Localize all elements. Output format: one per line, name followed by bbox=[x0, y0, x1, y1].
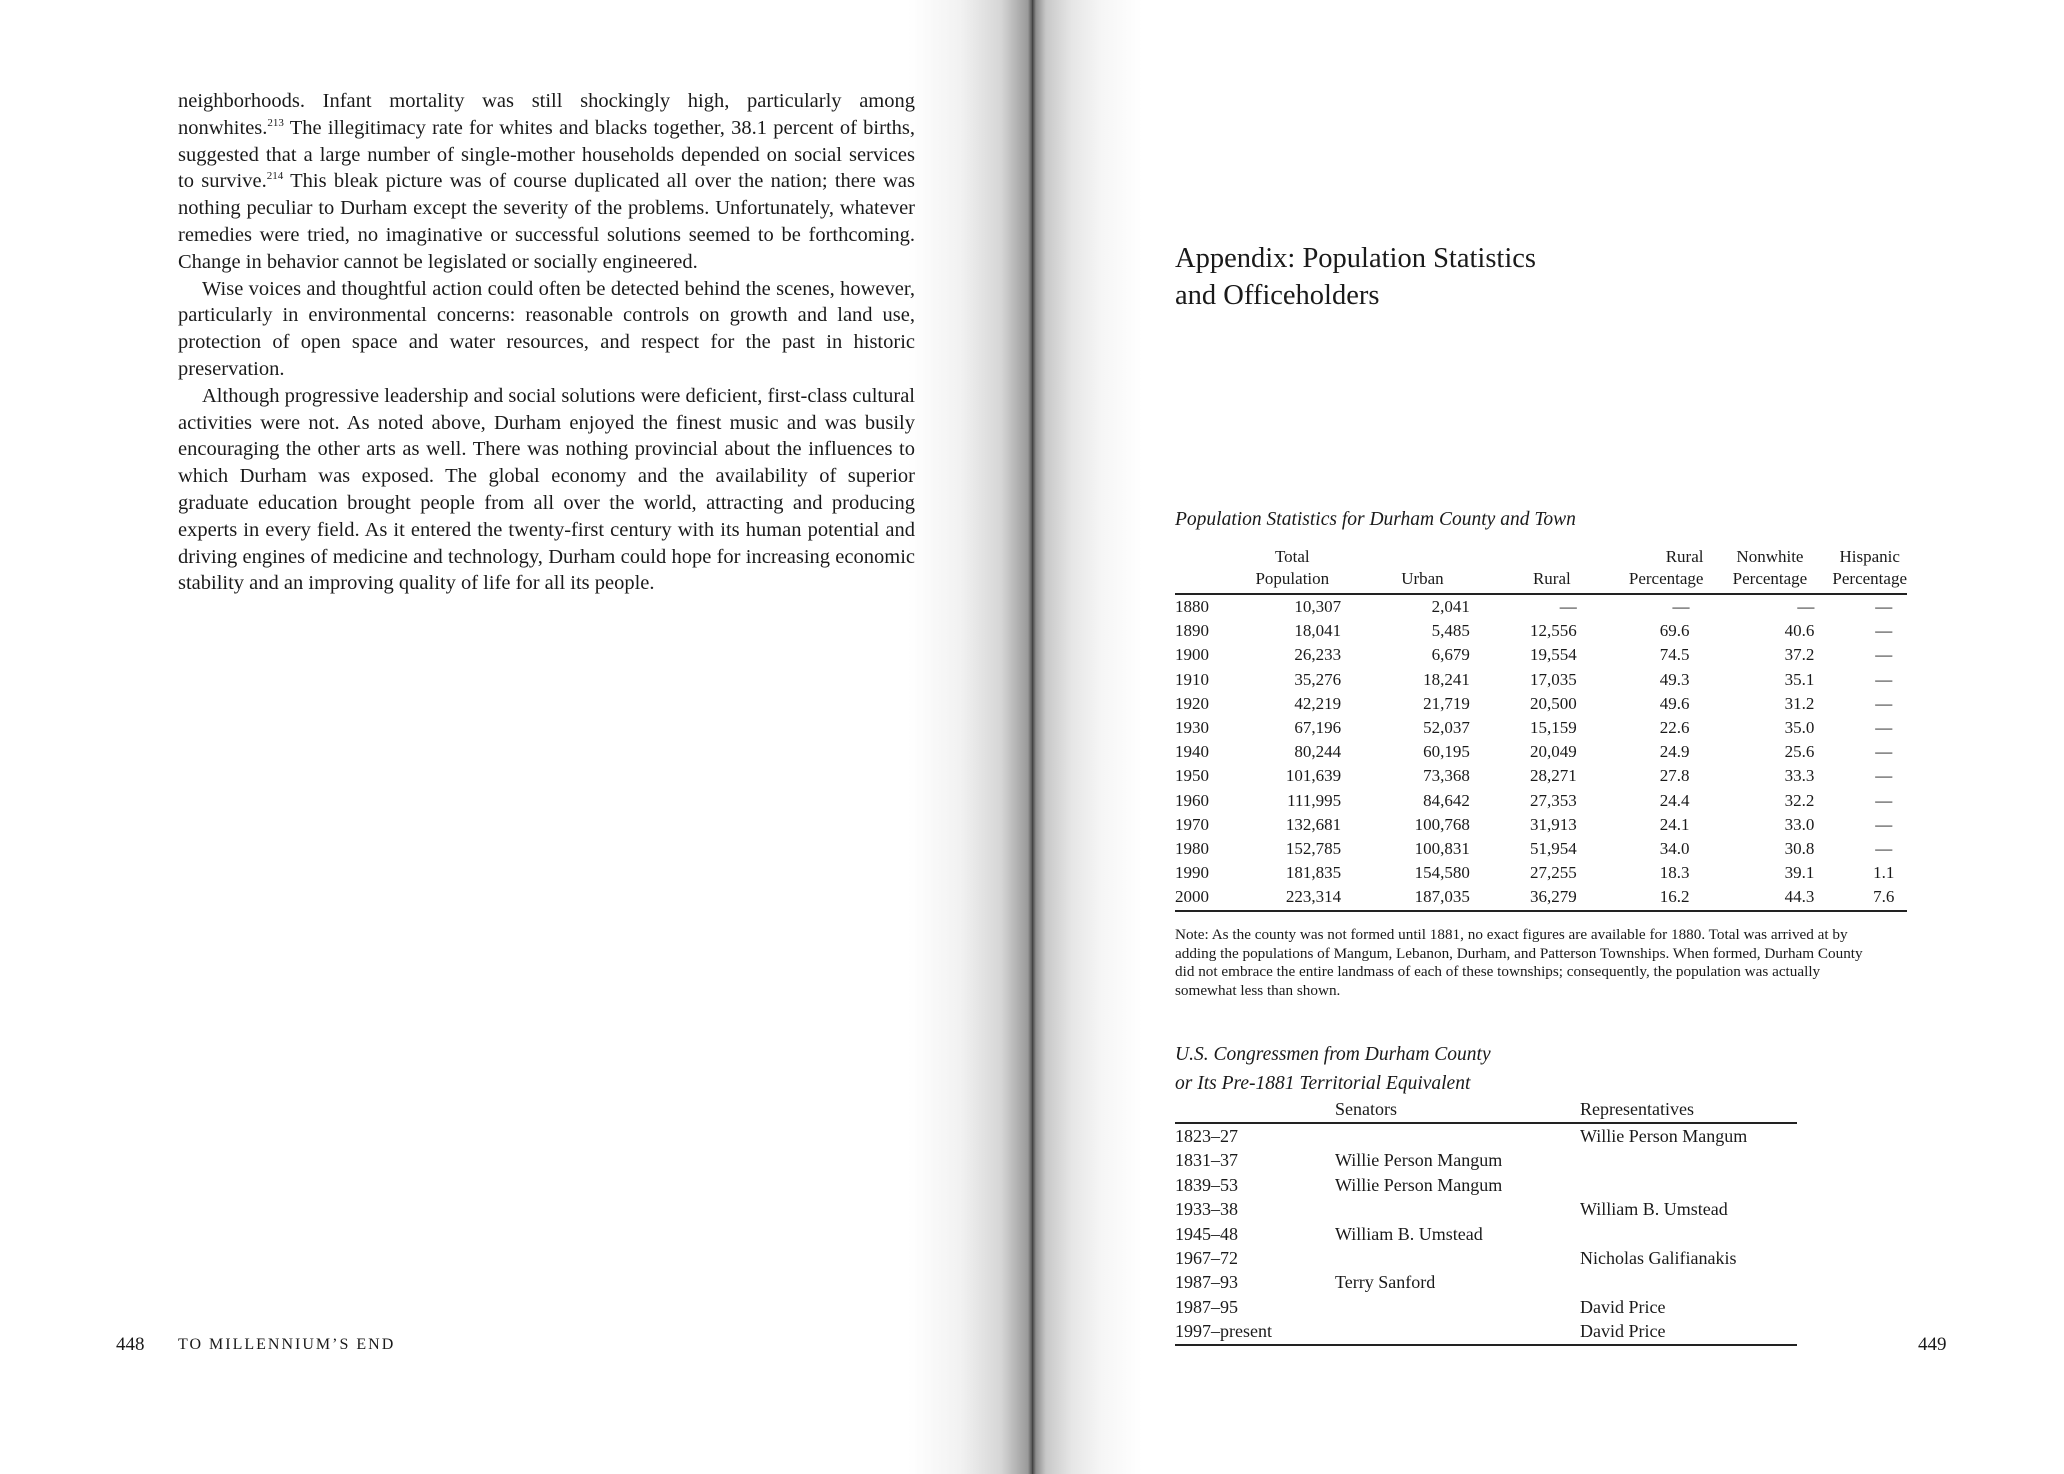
footnote-ref-213[interactable]: 213 bbox=[267, 116, 284, 129]
cell-total-population: 181,835 bbox=[1285, 863, 1342, 883]
header-text: Hispanic bbox=[1839, 547, 1900, 566]
cell-year: 1990 bbox=[1175, 863, 1209, 883]
cell-term: 1987–93 bbox=[1175, 1272, 1238, 1293]
cell-term: 1933–38 bbox=[1175, 1199, 1238, 1220]
cell-senator bbox=[1335, 1295, 1580, 1319]
cell-term: 1945–48 bbox=[1175, 1223, 1238, 1244]
cell-hispanic-percentage: 7.6 bbox=[1832, 885, 1907, 910]
table-row bbox=[1175, 1270, 1797, 1294]
cell-representative bbox=[1580, 1270, 1797, 1294]
paragraph-text: The illegitimacy rate for whites and blacks together, 38.1 percent of births, suggested that a large number of single-mother households depended on social services to survive. bbox=[178, 116, 915, 193]
paragraph-text: neighborhoods. Infant mortality was still shockingly high, particularly among nonwhites. bbox=[178, 90, 915, 139]
cell-total-population: 35,276 bbox=[1294, 669, 1342, 689]
caption-line-2: or Its Pre-1881 Territorial Equivalent bbox=[1175, 1073, 1471, 1094]
congress-table bbox=[1175, 1098, 1797, 1346]
cell-term: 1831–37 bbox=[1175, 1150, 1238, 1171]
cell-urban: 5,485 bbox=[1431, 621, 1470, 641]
cell-rural: — bbox=[1559, 597, 1577, 616]
cell-total-population: 18,041 bbox=[1294, 621, 1342, 641]
cell-representative bbox=[1580, 1173, 1797, 1197]
cell-representative: David Price bbox=[1580, 1296, 1666, 1317]
cell-urban: 21,719 bbox=[1423, 693, 1470, 713]
cell-rural-percentage: 16.2 bbox=[1577, 885, 1708, 910]
paragraph-2: Wise voices and thoughtful action could often be detected behind the scenes, however, particularly in environmental concerns: reasonable controls on growth and land use, protection of open space and water resources, and respect for the past in historic preservation. bbox=[178, 277, 915, 380]
cell-nonwhite-percentage: 33.0 bbox=[1784, 814, 1815, 834]
cell-year: 2000 bbox=[1175, 885, 1244, 910]
cell-rural-percentage: 22.6 bbox=[1659, 718, 1690, 738]
cell-representative bbox=[1580, 1222, 1797, 1246]
cell-representative: Nicholas Galifianakis bbox=[1580, 1248, 1737, 1269]
cell-rural-percentage: — bbox=[1672, 597, 1690, 616]
cell-urban: 100,831 bbox=[1414, 839, 1470, 859]
table-row bbox=[1175, 813, 1907, 837]
cell-nonwhite-percentage: 31.2 bbox=[1784, 693, 1815, 713]
cell-year: 1910 bbox=[1175, 669, 1209, 689]
cell-hispanic-percentage: — bbox=[1875, 742, 1893, 762]
population-table bbox=[1175, 546, 1907, 912]
cell-representative: Willie Person Mangum bbox=[1580, 1126, 1748, 1146]
cell-rural: 28,271 bbox=[1529, 766, 1577, 786]
cell-year: 1930 bbox=[1175, 718, 1209, 738]
cell-rural: 15,159 bbox=[1529, 718, 1577, 738]
cell-total-population: 10,307 bbox=[1294, 597, 1342, 616]
paragraph-1 bbox=[178, 88, 915, 276]
cell-total-population: 42,219 bbox=[1294, 693, 1342, 713]
cell-rural-percentage: 18.3 bbox=[1659, 863, 1690, 883]
caption-line-1: U.S. Congressmen from Durham County bbox=[1175, 1044, 1491, 1065]
population-table-note: Note: As the county was not formed until 1881, no exact figures are available for 1880. Total was arrived at by adding the populations of Mangum, Lebanon, Durham, and Patterson Townships. When formed, Durham County did not embrace the entire landmass of each of these townships; consequently, the population was actually somewhat less than shown. bbox=[1175, 926, 1863, 999]
table-row bbox=[1175, 1173, 1797, 1197]
cell-hispanic-percentage: — bbox=[1875, 693, 1893, 713]
table-row bbox=[1175, 861, 1907, 885]
cell-term: 1987–95 bbox=[1175, 1296, 1238, 1317]
cell-urban: 2,041 bbox=[1431, 597, 1470, 616]
body-text bbox=[178, 88, 915, 597]
header-rural-percentage bbox=[1577, 546, 1708, 594]
cell-urban: 154,580 bbox=[1414, 863, 1470, 883]
cell-hispanic-percentage: — bbox=[1875, 718, 1893, 738]
running-head: TO MILLENNIUM’S END bbox=[178, 1336, 396, 1353]
cell-nonwhite-percentage: 40.6 bbox=[1784, 621, 1815, 641]
cell-rural-percentage: 49.6 bbox=[1659, 693, 1690, 713]
header-nonwhite-percentage bbox=[1707, 546, 1832, 594]
header-total-population bbox=[1244, 546, 1346, 594]
header-text: Percentage bbox=[1732, 569, 1808, 588]
cell-hispanic-percentage: — bbox=[1875, 790, 1893, 810]
page-number-right: 449 bbox=[1918, 1334, 1947, 1355]
header-text: Percentage bbox=[1832, 569, 1907, 588]
cell-senator: William B. Umstead bbox=[1335, 1223, 1483, 1244]
cell-hispanic-percentage: — bbox=[1875, 669, 1893, 689]
table-row bbox=[1175, 1222, 1797, 1246]
paragraph-3: Although progressive leadership and social solutions were deficient, first-class cultural activities were not. As noted above, Durham enjoyed the finest music and was busily encouraging the other arts as well. There was nothing provincial about the influences to which Durham was exposed. The global economy and the availability of superior graduate education brought people from all over the world, attracting and producing experts in every field. As it entered the twenty-first century with its human potential and driving engines of medicine and technology, Durham could hope for increasing economic stability and an improving quality of life for all its people. bbox=[178, 384, 915, 595]
cell-rural: 51,954 bbox=[1529, 839, 1577, 859]
cell-senator bbox=[1335, 1319, 1580, 1344]
cell-representative: David Price bbox=[1580, 1319, 1797, 1344]
cell-year: 1950 bbox=[1175, 766, 1209, 786]
cell-hispanic-percentage: — bbox=[1875, 621, 1893, 641]
header-text: Rural bbox=[1665, 547, 1704, 566]
cell-hispanic-percentage: — bbox=[1875, 814, 1893, 834]
header-text: Nonwhite bbox=[1736, 547, 1804, 566]
table-header-row bbox=[1175, 1098, 1797, 1123]
header-representatives: Representatives bbox=[1580, 1098, 1797, 1123]
cell-senator bbox=[1335, 1197, 1580, 1221]
table-row bbox=[1175, 1197, 1797, 1221]
header-senators: Senators bbox=[1335, 1098, 1580, 1123]
table-row bbox=[1175, 594, 1907, 619]
cell-nonwhite-percentage: 44.3 bbox=[1707, 885, 1832, 910]
cell-rural-percentage: 49.3 bbox=[1659, 669, 1690, 689]
cell-rural-percentage: 24.1 bbox=[1659, 814, 1690, 834]
header-year bbox=[1175, 546, 1244, 594]
cell-urban: 84,642 bbox=[1423, 790, 1470, 810]
cell-urban: 18,241 bbox=[1423, 669, 1470, 689]
footnote-ref-214[interactable]: 214 bbox=[266, 170, 284, 183]
cell-nonwhite-percentage: 30.8 bbox=[1784, 839, 1815, 859]
population-table-body bbox=[1175, 594, 1907, 911]
cell-rural-percentage: 24.4 bbox=[1659, 790, 1690, 810]
cell-year: 1890 bbox=[1175, 621, 1209, 641]
table-row bbox=[1175, 764, 1907, 788]
cell-senator bbox=[1335, 1123, 1580, 1148]
cell-senator: Willie Person Mangum bbox=[1335, 1150, 1503, 1171]
cell-urban: 187,035 bbox=[1345, 885, 1470, 910]
cell-total-population: 223,314 bbox=[1244, 885, 1346, 910]
page-number-left: 448 bbox=[116, 1334, 145, 1355]
cell-year: 1960 bbox=[1175, 790, 1209, 810]
cell-senator: Terry Sanford bbox=[1335, 1272, 1436, 1293]
congress-table-caption bbox=[1175, 1040, 1491, 1098]
cell-total-population: 67,196 bbox=[1294, 718, 1342, 738]
cell-rural: 27,255 bbox=[1529, 863, 1577, 883]
cell-representative bbox=[1580, 1148, 1797, 1172]
table-row bbox=[1175, 789, 1907, 813]
cell-rural-percentage: 74.5 bbox=[1659, 645, 1690, 665]
table-row bbox=[1175, 740, 1907, 764]
cell-rural: 17,035 bbox=[1529, 669, 1577, 689]
cell-year: 1980 bbox=[1175, 839, 1209, 859]
header-text: Percentage bbox=[1628, 569, 1704, 588]
table-row bbox=[1175, 1295, 1797, 1319]
table-row bbox=[1175, 716, 1907, 740]
cell-year: 1970 bbox=[1175, 814, 1209, 834]
table-row bbox=[1175, 837, 1907, 861]
cell-representative: William B. Umstead bbox=[1580, 1199, 1728, 1220]
cell-hispanic-percentage: — bbox=[1875, 839, 1893, 859]
cell-senator bbox=[1335, 1246, 1580, 1270]
cell-year: 1920 bbox=[1175, 693, 1209, 713]
cell-rural: 20,500 bbox=[1529, 693, 1577, 713]
cell-senator: Willie Person Mangum bbox=[1335, 1174, 1503, 1195]
table-row bbox=[1175, 1148, 1797, 1172]
cell-total-population: 152,785 bbox=[1285, 839, 1342, 859]
cell-nonwhite-percentage: 33.3 bbox=[1784, 766, 1815, 786]
header-hispanic-percentage bbox=[1832, 546, 1907, 594]
table-row bbox=[1175, 668, 1907, 692]
cell-total-population: 26,233 bbox=[1294, 645, 1342, 665]
cell-rural-percentage: 24.9 bbox=[1659, 742, 1690, 762]
table-row bbox=[1175, 692, 1907, 716]
cell-nonwhite-percentage: 32.2 bbox=[1784, 790, 1815, 810]
cell-rural-percentage: 69.6 bbox=[1659, 621, 1690, 641]
table-row bbox=[1175, 885, 1907, 910]
cell-term: 1997–present bbox=[1175, 1319, 1335, 1344]
cell-nonwhite-percentage: 37.2 bbox=[1784, 645, 1815, 665]
cell-urban: 100,768 bbox=[1414, 814, 1470, 834]
table-row bbox=[1175, 619, 1907, 643]
cell-year: 1900 bbox=[1175, 645, 1209, 665]
table-row bbox=[1175, 643, 1907, 667]
cell-rural: 12,556 bbox=[1529, 621, 1577, 641]
appendix-title bbox=[1175, 240, 1536, 314]
table-row bbox=[1175, 1123, 1797, 1148]
table-row bbox=[1175, 1246, 1797, 1270]
cell-rural: 31,913 bbox=[1529, 814, 1577, 834]
cell-urban: 60,195 bbox=[1423, 742, 1470, 762]
cell-rural-percentage: 34.0 bbox=[1659, 839, 1690, 859]
header-term bbox=[1175, 1098, 1335, 1123]
header-text: Population bbox=[1255, 569, 1330, 588]
cell-nonwhite-percentage: 25.6 bbox=[1784, 742, 1815, 762]
cell-rural: 36,279 bbox=[1470, 885, 1577, 910]
cell-nonwhite-percentage: 35.0 bbox=[1784, 718, 1815, 738]
population-table-caption: Population Statistics for Durham County and Town bbox=[1175, 509, 1576, 530]
cell-term: 1823–27 bbox=[1175, 1126, 1238, 1146]
cell-urban: 6,679 bbox=[1431, 645, 1470, 665]
header-rural: Rural bbox=[1470, 546, 1577, 594]
cell-urban: 52,037 bbox=[1423, 718, 1470, 738]
cell-year: 1940 bbox=[1175, 742, 1209, 762]
cell-total-population: 101,639 bbox=[1285, 766, 1342, 786]
cell-hispanic-percentage: — bbox=[1875, 645, 1893, 665]
paragraph-text: This bleak picture was of course duplicated all over the nation; there was nothing peculiar to Durham except the severity of the problems. Unfortunately, whatever remedies were tried, no imaginative or successful solutions seemed to be forthcoming. Change in behavior cannot be legislated or socially engineered. bbox=[178, 170, 915, 273]
cell-term: 1967–72 bbox=[1175, 1248, 1238, 1269]
cell-rural: 19,554 bbox=[1529, 645, 1577, 665]
title-line-2: and Officeholders bbox=[1175, 280, 1380, 311]
cell-term: 1839–53 bbox=[1175, 1174, 1238, 1195]
cell-nonwhite-percentage: 35.1 bbox=[1784, 669, 1815, 689]
cell-total-population: 132,681 bbox=[1285, 814, 1342, 834]
congress-table-body bbox=[1175, 1123, 1797, 1345]
title-line-1: Appendix: Population Statistics bbox=[1175, 243, 1536, 274]
cell-year: 1880 bbox=[1175, 597, 1209, 616]
cell-rural: 20,049 bbox=[1529, 742, 1577, 762]
cell-rural-percentage: 27.8 bbox=[1659, 766, 1690, 786]
table-header-row bbox=[1175, 546, 1907, 594]
cell-urban: 73,368 bbox=[1423, 766, 1470, 786]
cell-hispanic-percentage: — bbox=[1875, 597, 1893, 616]
cell-nonwhite-percentage: 39.1 bbox=[1784, 863, 1815, 883]
cell-total-population: 111,995 bbox=[1287, 790, 1342, 810]
cell-nonwhite-percentage: — bbox=[1797, 597, 1815, 616]
cell-total-population: 80,244 bbox=[1294, 742, 1342, 762]
header-text: Total bbox=[1274, 547, 1310, 566]
header-urban: Urban bbox=[1345, 546, 1470, 594]
table-row bbox=[1175, 1319, 1797, 1344]
cell-hispanic-percentage: — bbox=[1875, 766, 1893, 786]
cell-rural: 27,353 bbox=[1529, 790, 1577, 810]
cell-hispanic-percentage: 1.1 bbox=[1873, 863, 1895, 883]
